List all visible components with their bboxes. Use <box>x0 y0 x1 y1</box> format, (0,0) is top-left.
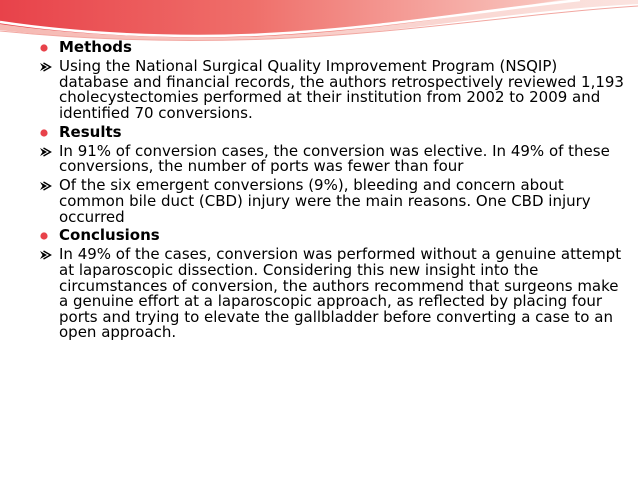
dot-bullet-icon <box>39 40 53 56</box>
bullet-point <box>36 56 628 122</box>
heading-text: Results <box>59 122 122 141</box>
heading-text: Conclusions <box>59 226 160 245</box>
section-heading <box>36 40 628 56</box>
bullet-point <box>36 247 628 341</box>
section-heading <box>36 122 628 141</box>
bullet-text: Of the six emergent conversions (9%), bleeding and concern about common bile duct (CBD) injury were the main reasons. One CBD injury occurred <box>59 176 591 226</box>
heading-text: Methods <box>59 38 132 56</box>
arrow-bullet-icon <box>39 178 53 194</box>
arrow-bullet-icon <box>39 144 53 160</box>
bullet-text: In 49% of the cases, conversion was performed without a genuine attempt at laparoscopic dissection. Considering this new insight into the circumstances of conversion, the authors recommend that surgeons make a genuine effort at a laparoscopic approach, as reflected by placing four ports and trying to elevate the gallbladder before converting a case to an open approach. <box>59 245 622 342</box>
arrow-bullet-icon <box>39 59 53 75</box>
bullet-list <box>36 40 628 344</box>
arrow-bullet-icon <box>39 247 53 263</box>
bullet-point <box>36 141 628 176</box>
bullet-text: In 91% of conversion cases, the conversion was elective. In 49% of these conversions, the number of ports was fewer than four <box>59 141 610 176</box>
section-heading <box>36 228 628 244</box>
bullet-point <box>36 178 628 225</box>
bullet-text: Using the National Surgical Quality Improvement Program (NSQIP) database and financial records, the authors retrospectively reviewed 1,193 cholecystectomies performed at their institution from 2002 to 2009 and identified 70 conversions. <box>59 56 624 122</box>
dot-bullet-icon <box>39 228 53 244</box>
dot-bullet-icon <box>39 125 53 141</box>
